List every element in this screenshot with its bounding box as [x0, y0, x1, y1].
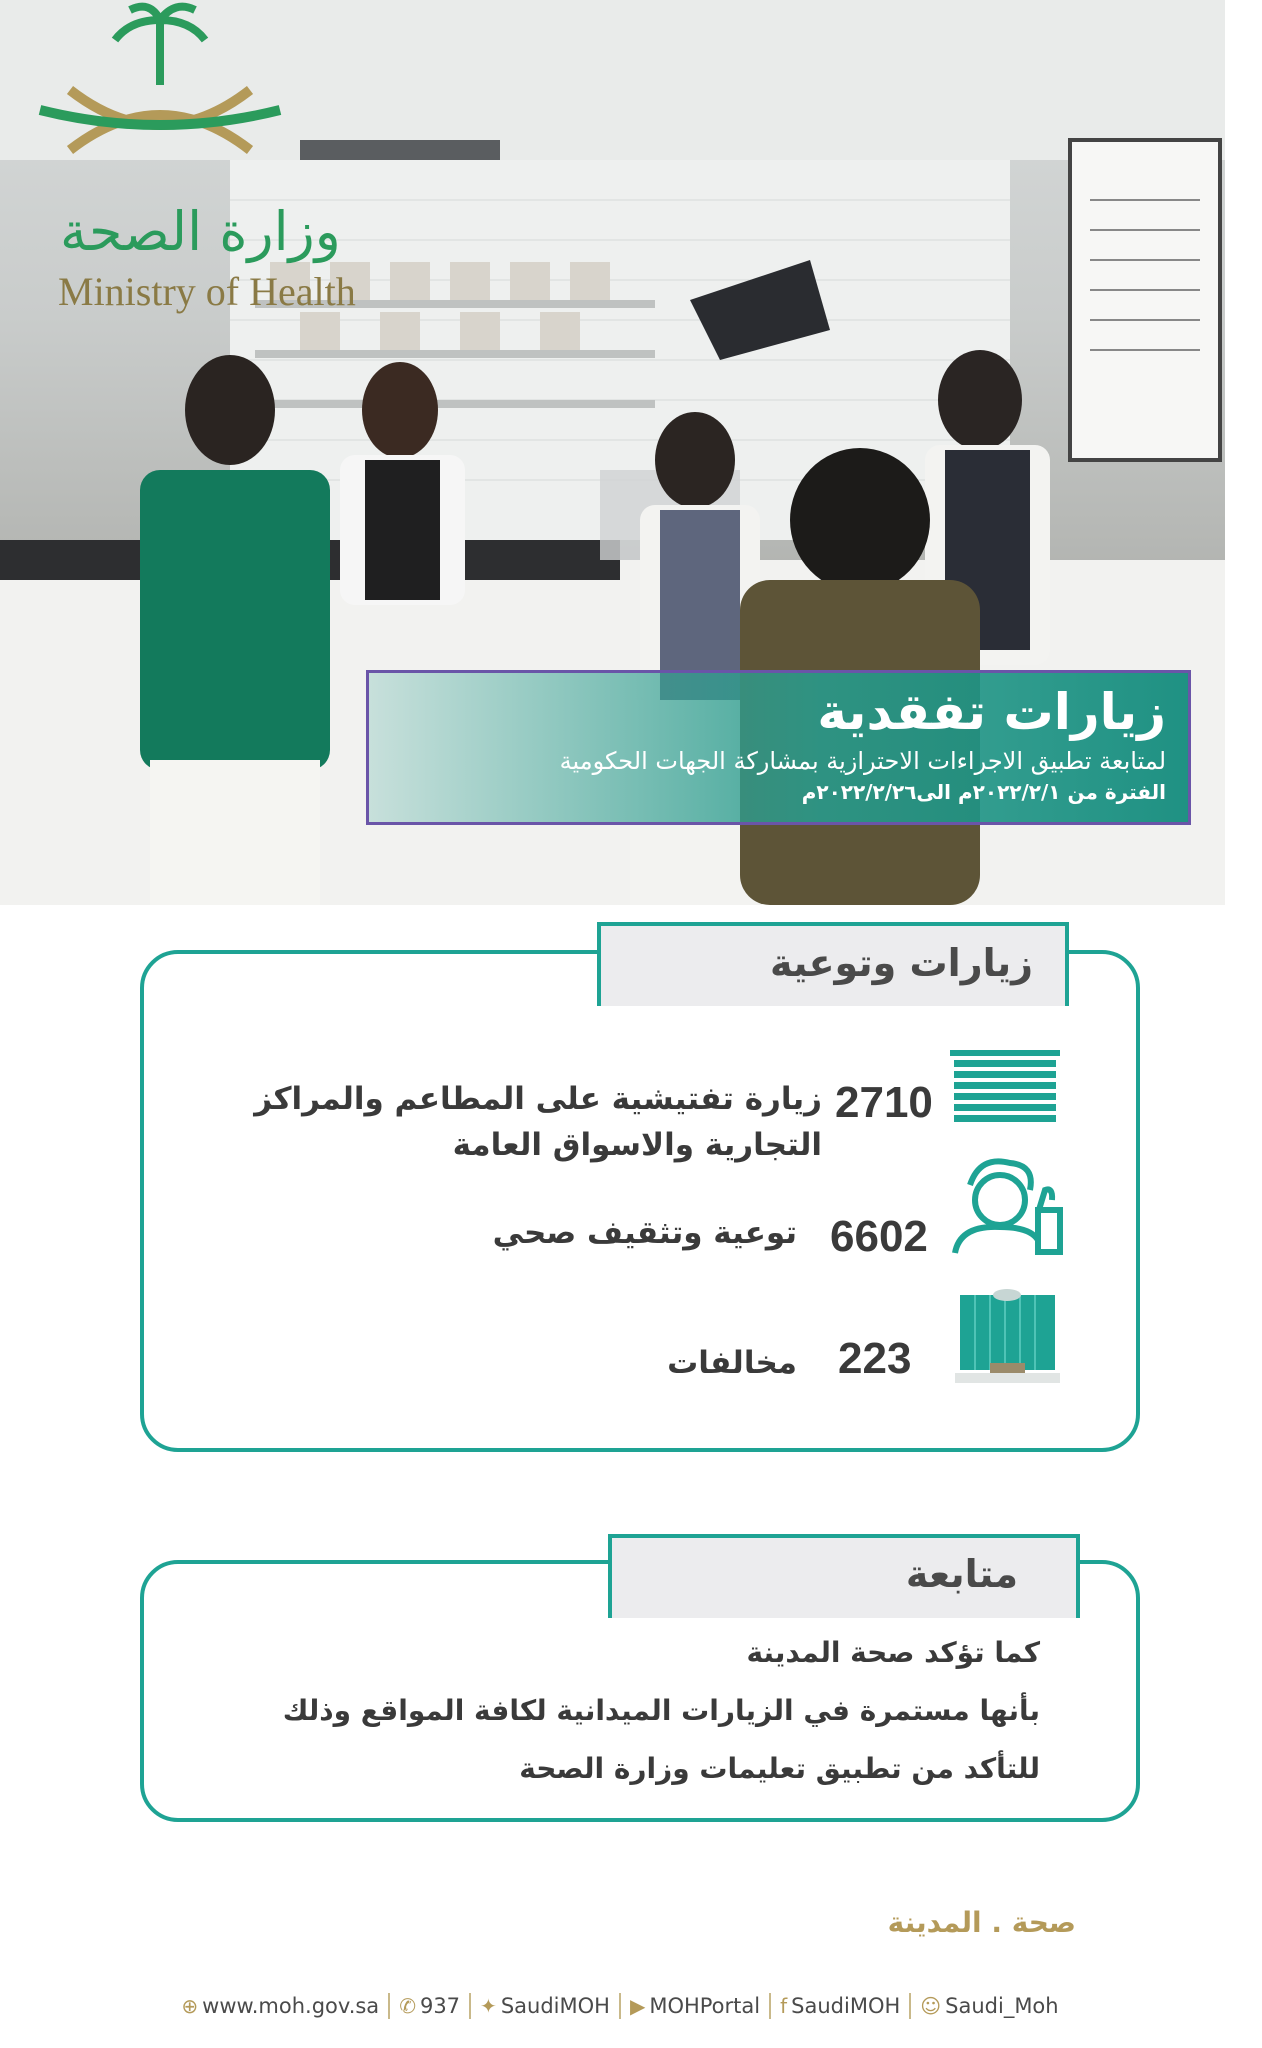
footer-twitter[interactable]	[474, 1994, 616, 2018]
footer-phone-text: 937	[419, 1994, 461, 2018]
stat-awareness-label	[493, 1210, 797, 1256]
stat-violations-number: 223	[838, 1334, 912, 1383]
follow-up-card-title: متابعة	[905, 1552, 1018, 1596]
snapchat-icon: ☺	[920, 1994, 942, 2018]
stat-inspections-label	[254, 1076, 822, 1168]
visits-card-tab	[597, 922, 1069, 1006]
footer-facebook[interactable]	[774, 1994, 906, 2018]
footer-phone[interactable]	[393, 1994, 466, 2018]
stat-violations-line1: مخالفات	[667, 1345, 797, 1381]
hero-title: زيارات تفقدية	[817, 683, 1166, 741]
logo-english-text: Ministry of Health	[58, 269, 356, 314]
footer-divider	[909, 1993, 911, 2019]
stat-inspections-line1: زيارة تفتيشية على المطاعم والمراكز	[254, 1081, 822, 1117]
visits-card-title: زيارات وتوعية	[770, 941, 1033, 985]
stat-violations-label	[667, 1340, 797, 1386]
footer-snapchat[interactable]	[914, 1994, 1064, 2018]
footer-website[interactable]	[175, 1994, 385, 2018]
phone-icon: ✆	[399, 1994, 416, 2018]
footer-facebook-text: SaudiMOH	[791, 1994, 901, 2018]
hero-banner	[366, 670, 1191, 825]
twitter-icon: ✦	[480, 1994, 497, 2018]
hero-photo	[0, 0, 1225, 905]
follow-up-line-3: للتأكد من تطبيق تعليمات وزارة الصحة	[519, 1752, 1040, 1785]
globe-icon: ⊕	[181, 1994, 199, 2018]
footer-divider	[619, 1993, 621, 2019]
logo-arabic-text: وزارة الصحة	[60, 200, 341, 263]
follow-up-line-2: بأنها مستمرة في الزيارات الميدانية لكافة المواقع وذلك	[282, 1694, 1040, 1727]
stat-awareness-line1: توعية وتثقيف صحي	[492, 1215, 797, 1251]
footer-divider	[769, 1993, 771, 2019]
follow-up-card-tab	[608, 1534, 1080, 1618]
hero-period: الفترة من ٢٠٢٢/٢/١م الى٢٠٢٢/٢/٢٦م	[801, 780, 1166, 804]
footer-website-text: www.moh.gov.sa	[202, 1994, 380, 2018]
document-lines-icon	[950, 1050, 1060, 1130]
footer-youtube-text: MOHPortal	[649, 1994, 761, 2018]
footer-divider	[469, 1993, 471, 2019]
signature-text: صحة . المدينة	[887, 1906, 1076, 1939]
footer-youtube[interactable]	[624, 1994, 766, 2018]
footer-divider	[388, 1993, 390, 2019]
shop-building-icon	[955, 1285, 1060, 1385]
stat-inspections-line2: التجارية والاسواق العامة	[452, 1127, 822, 1163]
follow-up-line-1: كما تؤكد صحة المدينة	[746, 1636, 1040, 1669]
footer-twitter-text: SaudiMOH	[500, 1994, 610, 2018]
person-thumbs-up-icon	[950, 1155, 1065, 1255]
footer-snapchat-text: Saudi_Moh	[945, 1994, 1059, 2018]
facebook-icon: f	[780, 1994, 788, 2018]
stat-awareness-number: 6602	[830, 1212, 928, 1261]
stat-inspections-number: 2710	[835, 1078, 933, 1127]
footer-contacts	[150, 1988, 1090, 2024]
youtube-icon: ▶	[629, 1994, 646, 2018]
hero-subtitle: لمتابعة تطبيق الاجراءات الاحترازية بمشاركة الجهات الحكومية	[559, 747, 1166, 775]
